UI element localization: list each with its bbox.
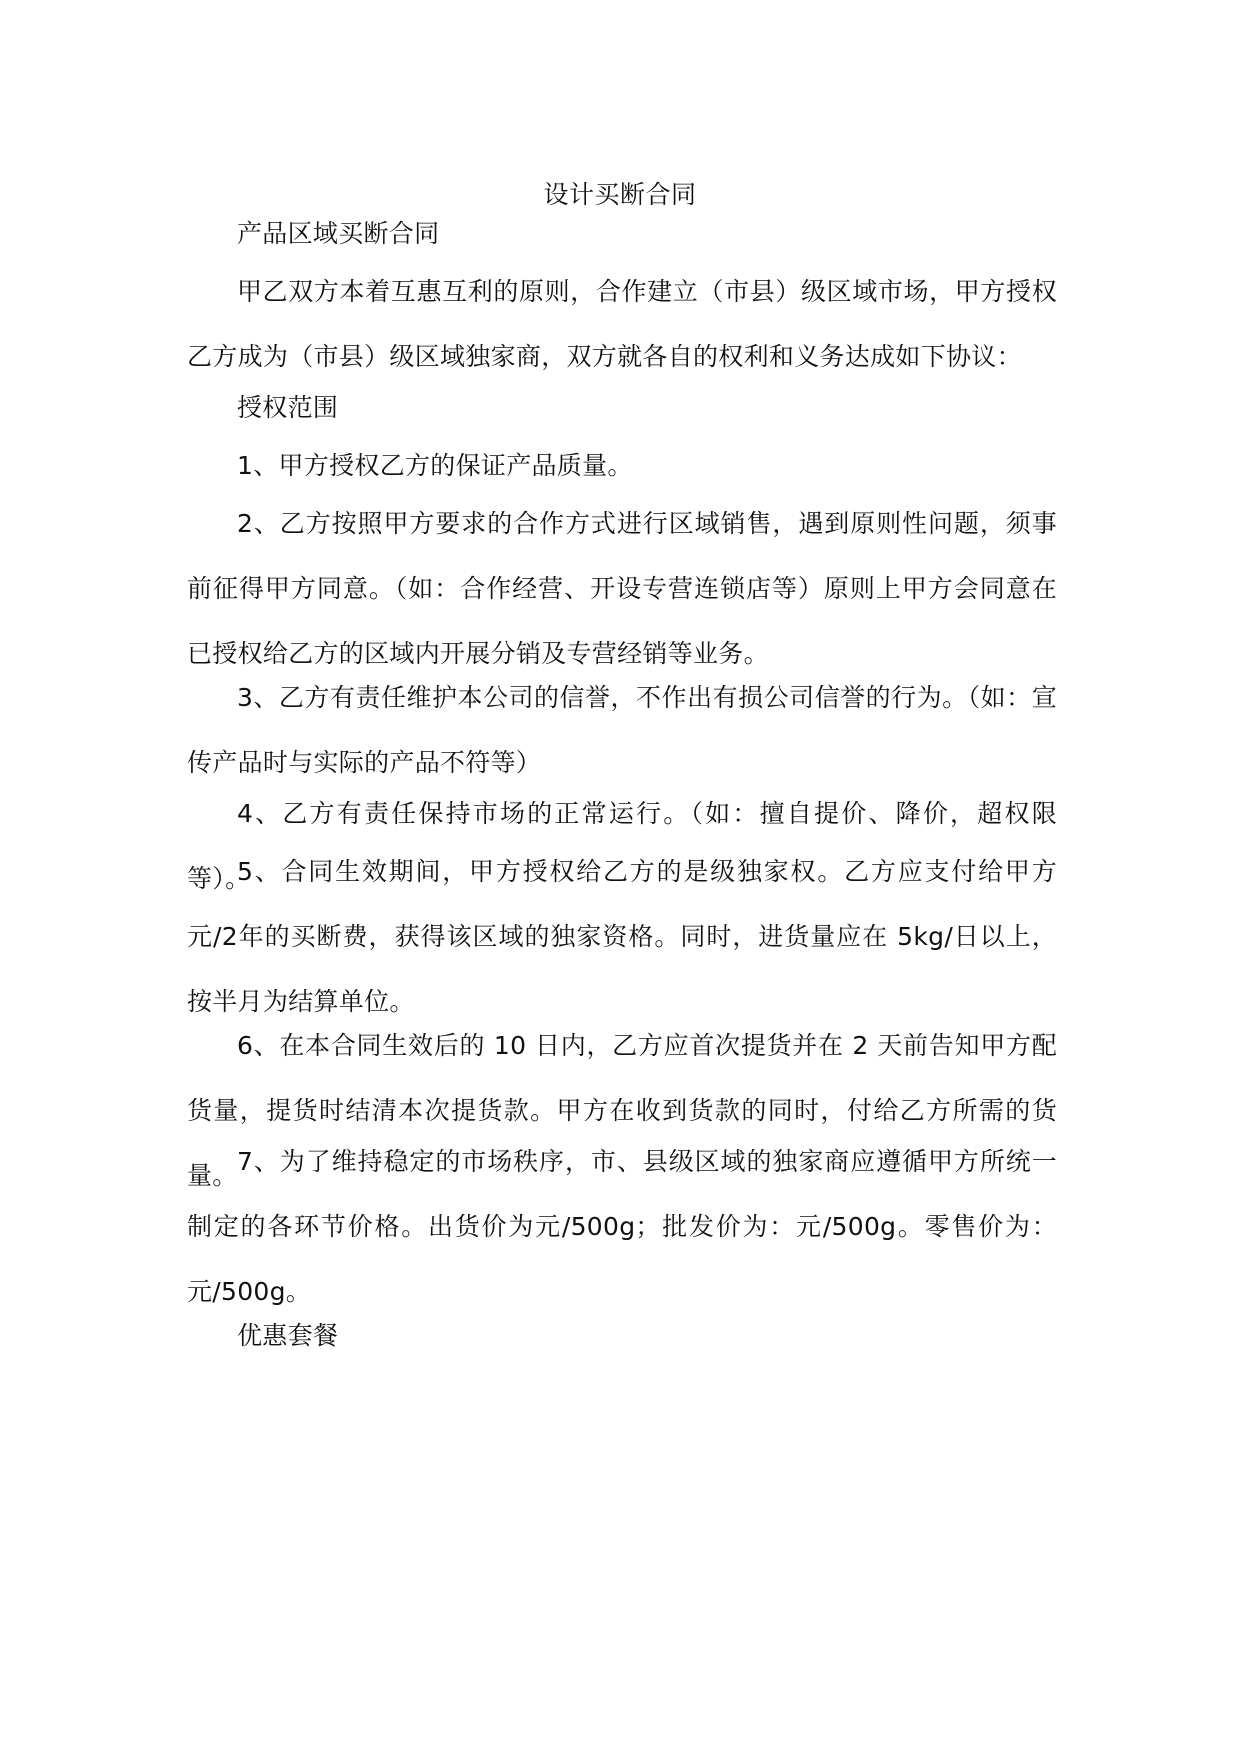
clause-1: 1、甲方授权乙方的保证产品质量。 [237, 451, 633, 480]
document-title: 设计买断合同 [543, 180, 697, 209]
paragraph-preamble: 甲乙双方本着互惠互利的原则，合作建立（市县）级区域市场，甲方授权乙方成为（市县）级区域独家商，双方就各自的权利和义务达成如下协议： [187, 277, 1057, 371]
clause-2: 2、乙方按照甲方要求的合作方式进行区域销售，遇到原则性问题，须事前征得甲方同意。（如：合作经营、开设专营连锁店等）原则上甲方会同意在已授权给乙方的区域内开展分销及专营经销等业务。 [187, 509, 1057, 668]
clause-3: 3、乙方有责任维护本公司的信誉，不作出有损公司信誉的行为。（如：宣传产品时与实际的产品不符等） [187, 683, 1057, 777]
clause-6: 6、在本合同生效后的 10 日内，乙方应首次提货并在 2 天前告知甲方配货量，提货时结清本次提货款。甲方在收到货款的同时，付给乙方所需的货量。 [187, 1031, 1057, 1190]
paragraph-subtitle: 产品区域买断合同 [237, 219, 440, 248]
section-heading-scope: 授权范围 [237, 393, 339, 422]
section-heading-packages: 优惠套餐 [237, 1321, 339, 1350]
clause-5: 5、合同生效期间，甲方授权给乙方的是级独家权。乙方应支付给甲方元/2年的买断费，获得该区域的独家资格。同时，进货量应在 5kg/日以上，按半月为结算单位。 [187, 857, 1057, 1016]
clause-4: 4、乙方有责任保持市场的正常运行。（如：擅自提价、降价，超权限等）。 [187, 799, 1057, 893]
clause-7: 7、为了维持稳定的市场秩序，市、县级区域的独家商应遵循甲方所统一制定的各环节价格。出货价为元/500g；批发价为：元/500g。零售价为：元/500g。 [187, 1147, 1057, 1306]
